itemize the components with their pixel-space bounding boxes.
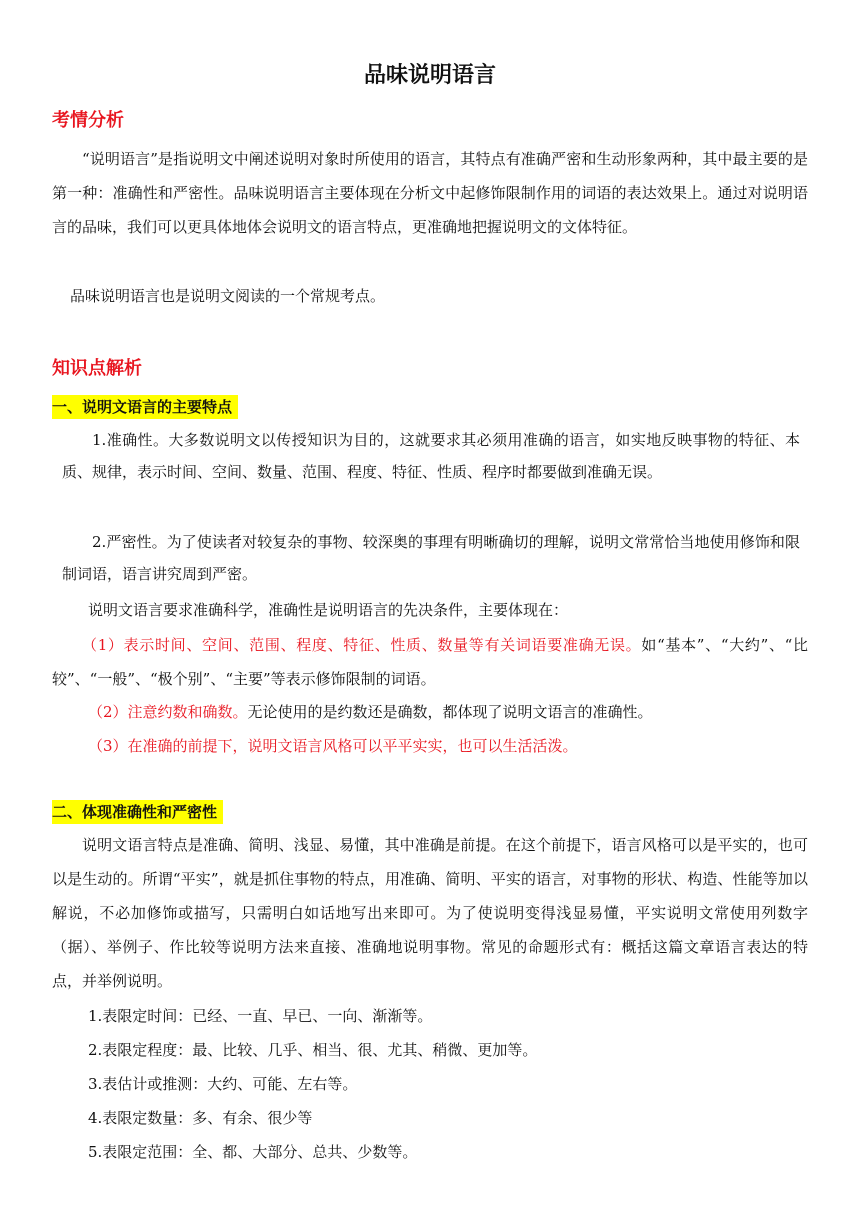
section-heading-analysis: 考情分析	[52, 110, 124, 131]
point-2-highlight: （2）注意约数和确数。	[88, 703, 248, 721]
point-1-text: 如“基本”、“大约”、“比较”、“一般”、“极个别”、“主要”等表示修饰限制的词语。	[52, 636, 808, 688]
feature-accuracy: 1.准确性。大多数说明文以传授知识为目的，这就要求其必须用准确的语言，如实地反映事物的特征、本质、规律，表示时间、空间、数量、范围、程度、特征、性质、程序时都要做到准确无误。	[62, 431, 800, 481]
accuracy-intro: 说明文语言要求准确科学，准确性是说明语言的先决条件，主要体现在：	[88, 601, 569, 619]
accuracy-paragraph: 说明文语言特点是准确、简明、浅显、易懂，其中准确是前提。在这个前提下，语言风格可以是平实的，也可以是生动的。所谓“平实”，就是抓住事物的特点，用准确、简明、平实的语言，对事物的形状、构造、性能等加以解说，不必加修饰或描写，只需明白如话地写出来即可。为了使说明变得浅显易懂，平实说明文常使用列数字（据）、举例子、作比较等说明方法来直接、准确地说明事物。常见的命题形式有：概括这篇文章语言表达的特点，并举例说明。	[52, 836, 808, 990]
list-item: 5.表限定范围：全、都、大部分、总共、少数等。	[88, 1143, 418, 1161]
list-item: 4.表限定数量：多、有余、很少等	[88, 1109, 313, 1127]
point-1-highlight: （1）表示时间、空间、范围、程度、特征、性质、数量等有关词语要准确无误。	[82, 636, 642, 654]
list-item: 1.表限定时间：已经、一直、早已、一向、渐渐等。	[88, 1007, 433, 1025]
subheading-main-features: 一、说明文语言的主要特点	[52, 395, 238, 419]
analysis-note: 品味说明语言也是说明文阅读的一个常规考点。	[70, 287, 386, 305]
analysis-paragraph: “说明语言”是指说明文中阐述说明对象时所使用的语言，其特点有准确严密和生动形象两种，其中最主要的是第一种：准确性和严密性。品味说明语言主要体现在分析文中起修饰限制作用的词语的表达效果上。通过对说明语言的品味，我们可以更具体地体会说明文的语言特点，更准确地把握说明文的文体特征。	[52, 150, 808, 236]
feature-rigor: 2.严密性。为了使读者对较复杂的事物、较深奥的事理有明晰确切的理解，说明文常常恰当地使用修饰和限制词语，语言讲究周到严密。	[62, 533, 800, 583]
point-2-text: 无论使用的是约数还是确数，都体现了说明文语言的准确性。	[247, 703, 653, 721]
point-2	[88, 700, 653, 724]
list-item: 3.表估计或推测：大约、可能、左右等。	[88, 1075, 358, 1093]
list-item: 2.表限定程度：最、比较、几乎、相当、很、尤其、稍微、更加等。	[88, 1041, 538, 1059]
point-3: （3）在准确的前提下，说明文语言风格可以平平实实，也可以生活活泼。	[88, 737, 578, 755]
point-1	[52, 628, 808, 696]
subheading-accuracy-rigor: 二、体现准确性和严密性	[52, 800, 223, 824]
page-title: 品味说明语言	[363, 63, 496, 88]
section-heading-knowledge: 知识点解析	[52, 358, 142, 379]
